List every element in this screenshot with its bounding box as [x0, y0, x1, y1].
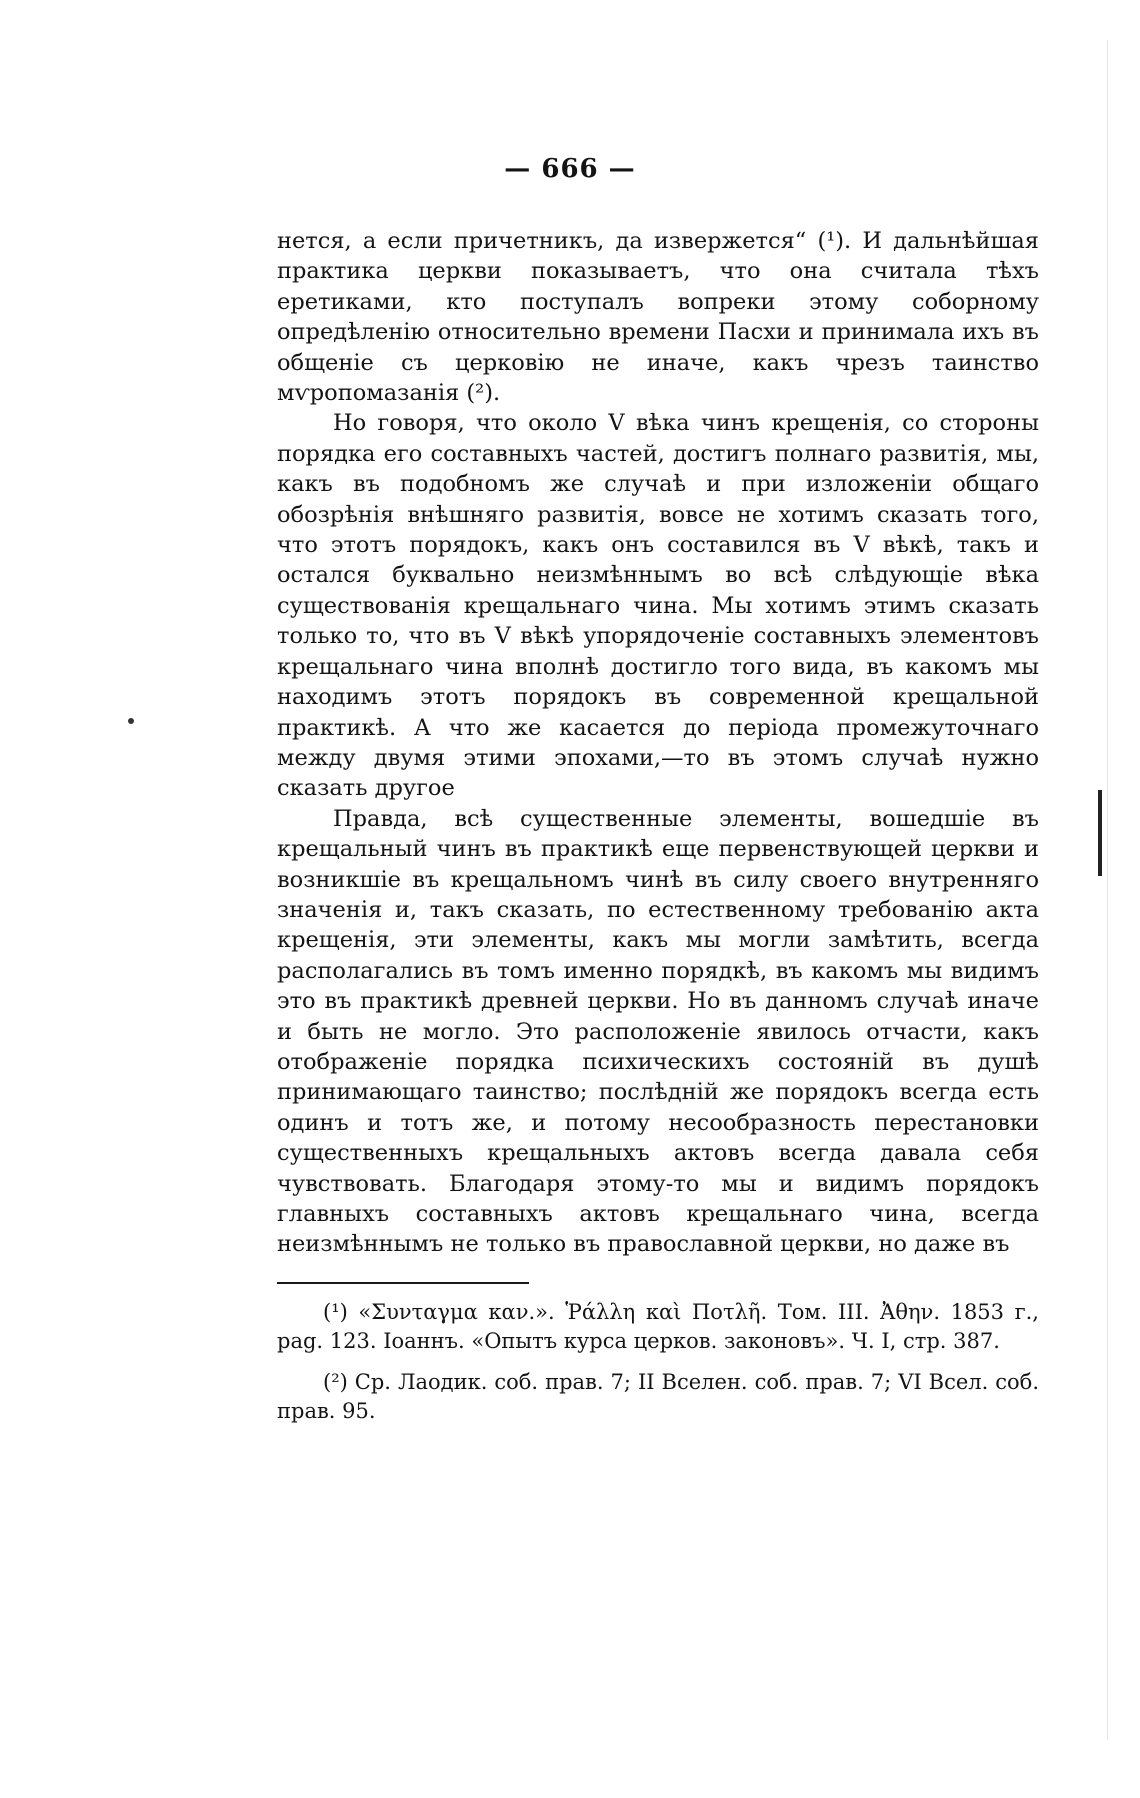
paragraph-3: Правда, всѣ существенные элементы, вошедшіе въ крещальный чинъ въ практикѣ еще первенствующей церкви и возникшіе въ крещальномъ чинѣ въ силу своего внутренняго значенія и, такъ сказать, по естественному требованію акта крещенія, эти элементы, какъ мы могли замѣтить, всегда располагались въ томъ именно порядкѣ, въ какомъ мы видимъ это въ практикѣ древней церкви. Но въ данномъ случаѣ иначе и быть не могло. Это расположеніе явилось отчасти, какъ отображеніе порядка психическихъ состояній въ душѣ принимающаго таинство; послѣдній же порядокъ всегда есть одинъ и тотъ же, и потому несообразность перестановки существенныхъ крещальныхъ актовъ всегда давала себя чувствовать. Благодаря этому-то мы и видимъ порядокъ главныхъ составныхъ актовъ крещальнаго чина, всегда неизмѣннымъ не только въ православной церкви, но даже въ [277, 805, 1039, 1258]
margin-mark [1098, 790, 1102, 876]
page-number: — 666 — [504, 154, 636, 184]
footnote-2: (²) Ср. Лаодик. соб. прав. 7; II Вселен. соб. прав. 7; VI Всел. соб. прав. 95. [277, 1370, 1039, 1423]
page-edge-line [1107, 40, 1108, 1740]
body-text [277, 226, 1039, 1260]
footnotes [277, 1298, 1039, 1438]
margin-dot [128, 718, 134, 724]
footnote-separator [277, 1282, 529, 1284]
paragraph-1: нется, а если причетникъ, да извержется“ (¹). И дальнѣйшая практика церкви показываетъ, что она считала тѣхъ еретиками, кто поступалъ вопреки этому соборному опредѣленію относительно времени Пасхи и принимала ихъ въ общеніе съ церковію не иначе, какъ чрезъ таинство мѵропомазанія (²). [277, 228, 1039, 407]
footnote-1: (¹) «Συνταγμα καν.». Ῥάλλη καὶ Ποτλῆ. Том. III. Ἀθην. 1853 г., pag. 123. Іоаннъ. «Опытъ курса церков. законовъ». Ч. I, стр. 387. [277, 1300, 1039, 1353]
paragraph-2: Но говоря, что около V вѣка чинъ крещенія, со стороны порядка его составныхъ частей, достигъ полнаго развитія, мы, какъ въ подобномъ же случаѣ и при изложеніи общаго обозрѣнія внѣшняго развитія, вовсе не хотимъ сказать того, что этотъ порядокъ, какъ онъ составился въ V вѣкѣ, такъ и остался буквально неизмѣннымъ во всѣ слѣдующіе вѣка существованія крещальнаго чина. Мы хотимъ этимъ сказать только то, что въ V вѣкѣ упорядоченіе составныхъ элементовъ крещальнаго чина вполнѣ достигло того вида, въ какомъ мы находимъ этотъ порядокъ въ современной крещальной практикѣ. А что же касается до періода промежуточнаго между двумя этими эпохами,—то въ этомъ случаѣ нужно сказать другое [277, 410, 1039, 802]
